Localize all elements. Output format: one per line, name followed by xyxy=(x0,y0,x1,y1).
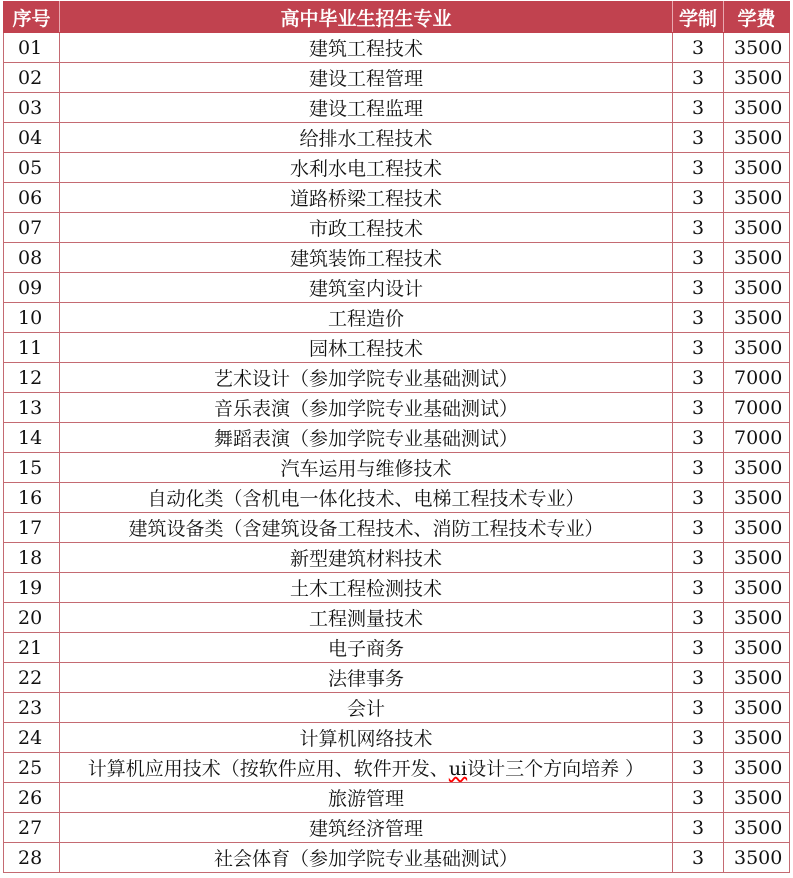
table-row xyxy=(4,783,790,813)
table-row xyxy=(4,93,790,123)
study-years-cell: 3 xyxy=(673,843,724,873)
tuition-fee-cell: 3500 xyxy=(724,483,790,513)
major-name-cell: 社会体育（参加学院专业基础测试） xyxy=(60,843,673,873)
row-number-cell: 08 xyxy=(4,243,60,273)
table-row xyxy=(4,483,790,513)
row-number-cell: 10 xyxy=(4,303,60,333)
table-row xyxy=(4,63,790,93)
row-number-cell: 03 xyxy=(4,93,60,123)
header-major: 高中毕业生招生专业 xyxy=(60,2,673,33)
row-number-cell: 17 xyxy=(4,513,60,543)
table-row xyxy=(4,573,790,603)
header-no: 序号 xyxy=(4,2,60,33)
table-row xyxy=(4,303,790,333)
tuition-fee-cell: 3500 xyxy=(724,513,790,543)
major-name-cell: 计算机网络技术 xyxy=(60,723,673,753)
study-years-cell: 3 xyxy=(673,543,724,573)
row-number-cell: 22 xyxy=(4,663,60,693)
tuition-fee-cell: 3500 xyxy=(724,153,790,183)
table-row xyxy=(4,183,790,213)
row-number-cell: 04 xyxy=(4,123,60,153)
row-number-cell: 01 xyxy=(4,33,60,63)
tuition-fee-cell: 3500 xyxy=(724,93,790,123)
tuition-fee-cell: 3500 xyxy=(724,663,790,693)
study-years-cell: 3 xyxy=(673,723,724,753)
major-name-cell: 建设工程监理 xyxy=(60,93,673,123)
table-row xyxy=(4,333,790,363)
study-years-cell: 3 xyxy=(673,453,724,483)
row-number-cell: 13 xyxy=(4,393,60,423)
tuition-fee-cell: 7000 xyxy=(724,423,790,453)
major-name-cell: 建筑室内设计 xyxy=(60,273,673,303)
major-name-cell: 市政工程技术 xyxy=(60,213,673,243)
major-name-cell: 音乐表演（参加学院专业基础测试） xyxy=(60,393,673,423)
study-years-cell: 3 xyxy=(673,33,724,63)
tuition-fee-cell: 3500 xyxy=(724,333,790,363)
major-name-cell: 建筑经济管理 xyxy=(60,813,673,843)
major-name-cell: 艺术设计（参加学院专业基础测试） xyxy=(60,363,673,393)
row-number-cell: 27 xyxy=(4,813,60,843)
row-number-cell: 02 xyxy=(4,63,60,93)
study-years-cell: 3 xyxy=(673,603,724,633)
study-years-cell: 3 xyxy=(673,123,724,153)
table-row xyxy=(4,213,790,243)
major-name-cell: 电子商务 xyxy=(60,633,673,663)
major-name-cell: 园林工程技术 xyxy=(60,333,673,363)
row-number-cell: 26 xyxy=(4,783,60,813)
row-number-cell: 18 xyxy=(4,543,60,573)
table-row xyxy=(4,363,790,393)
major-name-cell: 会计 xyxy=(60,693,673,723)
tuition-fee-cell: 3500 xyxy=(724,603,790,633)
table-row xyxy=(4,33,790,63)
tuition-fee-cell: 3500 xyxy=(724,243,790,273)
major-name-cell: 工程造价 xyxy=(60,303,673,333)
study-years-cell: 3 xyxy=(673,423,724,453)
major-name-cell: 舞蹈表演（参加学院专业基础测试） xyxy=(60,423,673,453)
row-number-cell: 11 xyxy=(4,333,60,363)
major-name-cell: 新型建筑材料技术 xyxy=(60,543,673,573)
major-name-cell: 给排水工程技术 xyxy=(60,123,673,153)
study-years-cell: 3 xyxy=(673,753,724,783)
major-name-cell: 工程测量技术 xyxy=(60,603,673,633)
major-name-cell: 自动化类（含机电一体化技术、电梯工程技术专业） xyxy=(60,483,673,513)
major-name-cell: 道路桥梁工程技术 xyxy=(60,183,673,213)
major-name-cell: 水利水电工程技术 xyxy=(60,153,673,183)
major-name-cell: 土木工程检测技术 xyxy=(60,573,673,603)
study-years-cell: 3 xyxy=(673,693,724,723)
tuition-fee-cell: 3500 xyxy=(724,33,790,63)
study-years-cell: 3 xyxy=(673,183,724,213)
tuition-fee-cell: 3500 xyxy=(724,783,790,813)
table-row xyxy=(4,123,790,153)
study-years-cell: 3 xyxy=(673,243,724,273)
header-years: 学制 xyxy=(673,2,724,33)
tuition-fee-cell: 3500 xyxy=(724,273,790,303)
study-years-cell: 3 xyxy=(673,63,724,93)
major-name-cell: 建筑设备类（含建筑设备工程技术、消防工程技术专业） xyxy=(60,513,673,543)
major-name-cell: 建筑装饰工程技术 xyxy=(60,243,673,273)
table-row xyxy=(4,693,790,723)
table-row xyxy=(4,453,790,483)
study-years-cell: 3 xyxy=(673,783,724,813)
tuition-fee-cell: 3500 xyxy=(724,213,790,243)
major-name-cell: 法律事务 xyxy=(60,663,673,693)
study-years-cell: 3 xyxy=(673,93,724,123)
tuition-fee-cell: 7000 xyxy=(724,363,790,393)
major-name-cell: 旅游管理 xyxy=(60,783,673,813)
major-name-cell: 建设工程管理 xyxy=(60,63,673,93)
row-number-cell: 21 xyxy=(4,633,60,663)
row-number-cell: 19 xyxy=(4,573,60,603)
row-number-cell: 25 xyxy=(4,753,60,783)
tuition-fee-cell: 3500 xyxy=(724,303,790,333)
study-years-cell: 3 xyxy=(673,633,724,663)
row-number-cell: 28 xyxy=(4,843,60,873)
tuition-fee-cell: 3500 xyxy=(724,453,790,483)
row-number-cell: 16 xyxy=(4,483,60,513)
table-row xyxy=(4,753,790,783)
study-years-cell: 3 xyxy=(673,573,724,603)
row-number-cell: 24 xyxy=(4,723,60,753)
tuition-fee-cell: 3500 xyxy=(724,753,790,783)
study-years-cell: 3 xyxy=(673,273,724,303)
table-row xyxy=(4,633,790,663)
tuition-fee-cell: 3500 xyxy=(724,723,790,753)
study-years-cell: 3 xyxy=(673,153,724,183)
row-number-cell: 09 xyxy=(4,273,60,303)
header-row xyxy=(4,2,790,33)
row-number-cell: 12 xyxy=(4,363,60,393)
study-years-cell: 3 xyxy=(673,303,724,333)
table-row xyxy=(4,273,790,303)
table-row xyxy=(4,393,790,423)
table-body xyxy=(4,33,790,873)
study-years-cell: 3 xyxy=(673,393,724,423)
study-years-cell: 3 xyxy=(673,483,724,513)
row-number-cell: 23 xyxy=(4,693,60,723)
tuition-fee-cell: 3500 xyxy=(724,543,790,573)
tuition-fee-cell: 3500 xyxy=(724,693,790,723)
study-years-cell: 3 xyxy=(673,513,724,543)
table-row xyxy=(4,423,790,453)
study-years-cell: 3 xyxy=(673,363,724,393)
major-name-cell: 汽车运用与维修技术 xyxy=(60,453,673,483)
row-number-cell: 05 xyxy=(4,153,60,183)
table-row xyxy=(4,153,790,183)
study-years-cell: 3 xyxy=(673,213,724,243)
tuition-fee-cell: 3500 xyxy=(724,813,790,843)
tuition-fee-cell: 3500 xyxy=(724,183,790,213)
row-number-cell: 15 xyxy=(4,453,60,483)
tuition-fee-cell: 3500 xyxy=(724,63,790,93)
study-years-cell: 3 xyxy=(673,333,724,363)
table-row xyxy=(4,603,790,633)
table-row xyxy=(4,243,790,273)
study-years-cell: 3 xyxy=(673,663,724,693)
study-years-cell: 3 xyxy=(673,813,724,843)
header-fee: 学费 xyxy=(724,2,790,33)
row-number-cell: 14 xyxy=(4,423,60,453)
table-row xyxy=(4,723,790,753)
tuition-fee-cell: 3500 xyxy=(724,123,790,153)
row-number-cell: 07 xyxy=(4,213,60,243)
table-row xyxy=(4,663,790,693)
tuition-fee-cell: 3500 xyxy=(724,633,790,663)
table-row xyxy=(4,513,790,543)
table-row xyxy=(4,813,790,843)
major-name-cell: 计算机应用技术（按软件应用、软件开发、ui设计三个方向培养 ） xyxy=(60,753,673,783)
majors-table xyxy=(3,1,790,873)
row-number-cell: 06 xyxy=(4,183,60,213)
tuition-fee-cell: 3500 xyxy=(724,573,790,603)
tuition-fee-cell: 3500 xyxy=(724,843,790,873)
row-number-cell: 20 xyxy=(4,603,60,633)
tuition-fee-cell: 7000 xyxy=(724,393,790,423)
table-row xyxy=(4,843,790,873)
major-name-cell: 建筑工程技术 xyxy=(60,33,673,63)
table-row xyxy=(4,543,790,573)
